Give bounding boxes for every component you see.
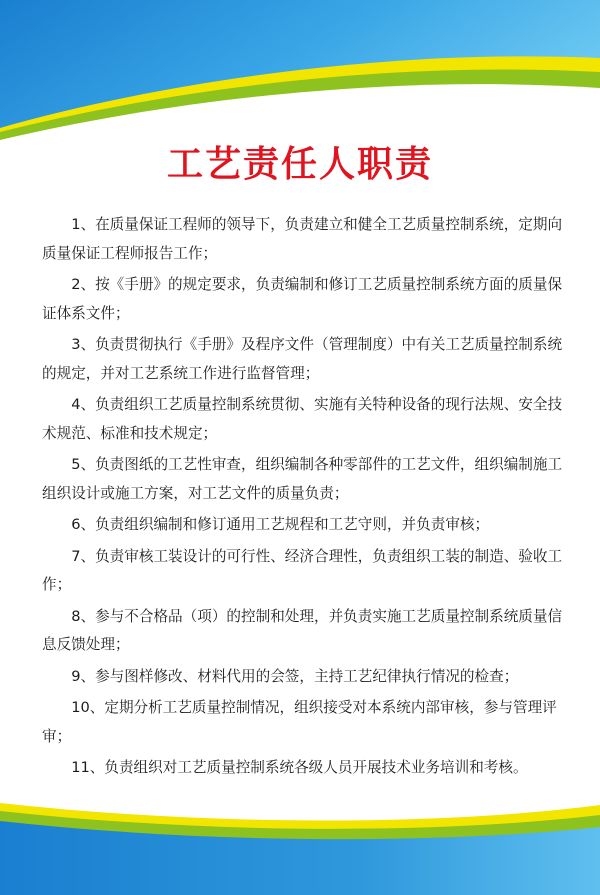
- duty-item: 2、按《手册》的规定要求，负责编制和修订工艺质量控制系统方面的质量保证体系文件；: [42, 276, 563, 322]
- duty-item: 4、负责组织工艺质量控制系统贯彻、实施有关特种设备的现行法规、安全技术规范、标准和技术规定；: [42, 396, 563, 442]
- bottom-wave-banner: [0, 785, 600, 895]
- duty-item: 5、负责图纸的工艺性审查，组织编制各种零部件的工艺文件，组织编制施工组织设计或施工方案，对工艺文件的质量负责；: [42, 456, 563, 502]
- duty-item: 8、参与不合格品（项）的控制和处理，并负责实施工艺质量控制系统质量信息反馈处理；: [42, 607, 563, 653]
- duty-item: 11、负责组织对工艺质量控制系统各级人员开展技术业务培训和考核。: [71, 759, 528, 776]
- duty-item: 3、负责贯彻执行《手册》及程序文件（管理制度）中有关工艺质量控制系统的规定，并对工艺系统工作进行监督管理；: [42, 336, 563, 382]
- duty-item: 7、负责审核工装设计的可行性、经济合理性，负责组织工装的制造、验收工作；: [42, 547, 563, 593]
- duty-list: [42, 211, 572, 786]
- duty-item: 10、定期分析工艺质量控制情况，组织接受对本系统内部审核，参与管理评审；: [42, 699, 557, 745]
- top-wave-banner: [0, 0, 600, 150]
- page-title: 工艺责任人职责: [166, 144, 433, 185]
- duty-item: 1、在质量保证工程师的领导下，负责建立和健全工艺质量控制系统，定期向质量保证工程师报告工作；: [42, 216, 563, 262]
- duty-item: 6、负责组织编制和修订通用工艺规程和工艺守则，并负责审核；: [71, 516, 490, 533]
- duty-item: 9、参与图样修改、材料代用的会签，主持工艺纪律执行情况的检查；: [71, 667, 519, 685]
